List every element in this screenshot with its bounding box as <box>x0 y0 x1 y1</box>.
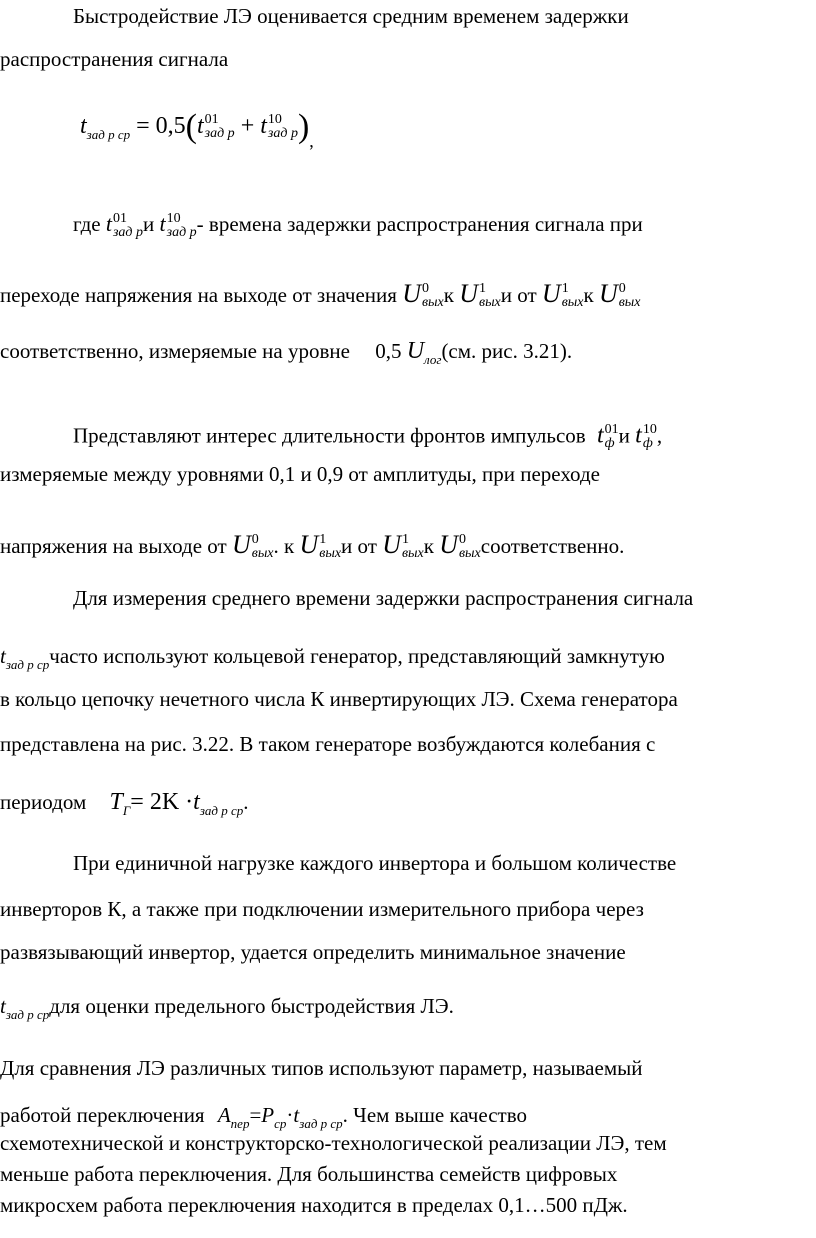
formula-u1-out-4: U 1 вых <box>382 530 424 562</box>
p6-line2: работой переключения $A_{пер}=P_{ср}\cdot t_{зад р ср}$. Чем выше качество <box>0 1103 527 1131</box>
formula-period: $T_Г= 2K \cdot t_{зад р ср}$ <box>109 789 244 818</box>
formula-u1-out: U 1 вых <box>459 279 501 311</box>
formula-tf01: t 01 ф <box>596 422 619 451</box>
formula-t-avg-delay-2: $t_{зад р ср}$ <box>0 644 50 672</box>
formula-u0-out-4: U 0 вых <box>439 530 481 562</box>
p1-line2: распространения сигнала <box>0 47 229 71</box>
formula-t-avg-delay-3: $t_{зад р ср}$ <box>0 994 50 1022</box>
p1-line1: Быстродействие ЛЭ оценивается средним временем задержки <box>73 4 629 28</box>
p5-line4: $t_{зад р ср}для$ оценки предельного быстродействия ЛЭ. <box>0 994 454 1022</box>
formula-u1-out-3: U 1 вых <box>299 530 342 562</box>
p4-line2: $t_{зад р ср}часто$ используют кольцевой генератор, представляющий замкнутую <box>0 644 665 672</box>
p2-line2: переходе напряжения на выходе от значения U 0 вых к U 1 вых и от U 1 вых к U 0 вых <box>0 279 641 311</box>
formula-t10-delay: t 10 зад р <box>159 211 197 240</box>
p5-line1: При единичной нагрузке каждого инвертора и большом количестве <box>73 851 677 875</box>
p4-line4: представлена на рис. 3.22. В таком генераторе возбуждаются колебания с <box>0 732 656 756</box>
p3-line3: напряжения на выходе от U 0 вых . к U 1 вых и от U 1 вых к U 0 вых соответственно. <box>0 530 625 562</box>
formula-u0-out-3: U 0 вых <box>231 530 274 562</box>
p4-line3: в кольцо цепочку нечетного числа К инвертирующих ЛЭ. Схема генератора <box>0 687 678 711</box>
formula-u1-out-2: U 1 вых <box>541 279 584 311</box>
formula-u-log: $U_{лог}$ <box>406 338 442 367</box>
p4-line5: периодом $T_Г= 2K \cdot t_{зад р ср}$. <box>0 789 249 818</box>
formula-t-avg-delay: $t_{зад р ср} = 0,5(t$ 01 зад р + t 10 зад р )$_,$ <box>80 108 314 151</box>
p6-line5: микросхем работа переключения находится в пределах 0,1…500 пДж. <box>0 1193 628 1217</box>
p6-line4: меньше работа переключения. Для большинства семейств цифровых <box>0 1162 618 1186</box>
formula-u0-out: U 0 вых <box>402 279 444 311</box>
p3-line2: измеряемые между уровнями 0,1 и 0,9 от амплитуды, при переходе <box>0 462 600 486</box>
p2-line3: соответственно, измеряемые на уровне 0,5 $U_{лог}(см$. рис. 3.21). <box>0 338 573 367</box>
p4-line1: Для измерения среднего времени задержки распространения сигнала <box>73 586 694 610</box>
formula-u0-out-2: U 0 вых <box>598 279 641 311</box>
p5-line3: развязывающий инвертор, удается определить минимальное значение <box>0 940 626 964</box>
p6-line3: схемотехнической и конструкторско-технологической реализации ЛЭ, тем <box>0 1131 667 1155</box>
p6-line1: Для сравнения ЛЭ различных типов используют параметр, называемый <box>0 1056 643 1080</box>
p2-line1: где t 01 зад р и t 10 зад р - времена задержки распространения сигнала при <box>73 211 643 240</box>
p3-line1: Представляют интерес длительности фронтов импульсов t 01 ф и t 10 ф , <box>73 422 663 451</box>
formula-t01-delay: t 01 зад р <box>105 211 143 240</box>
p5-line2: инверторов К, а также при подключении измерительного прибора через <box>0 897 644 921</box>
formula-switching-work: $A_{пер}=P_{ср}\cdot t_{зад р ср}$ <box>217 1103 343 1131</box>
formula-tf10: t 10 ф <box>635 422 657 451</box>
